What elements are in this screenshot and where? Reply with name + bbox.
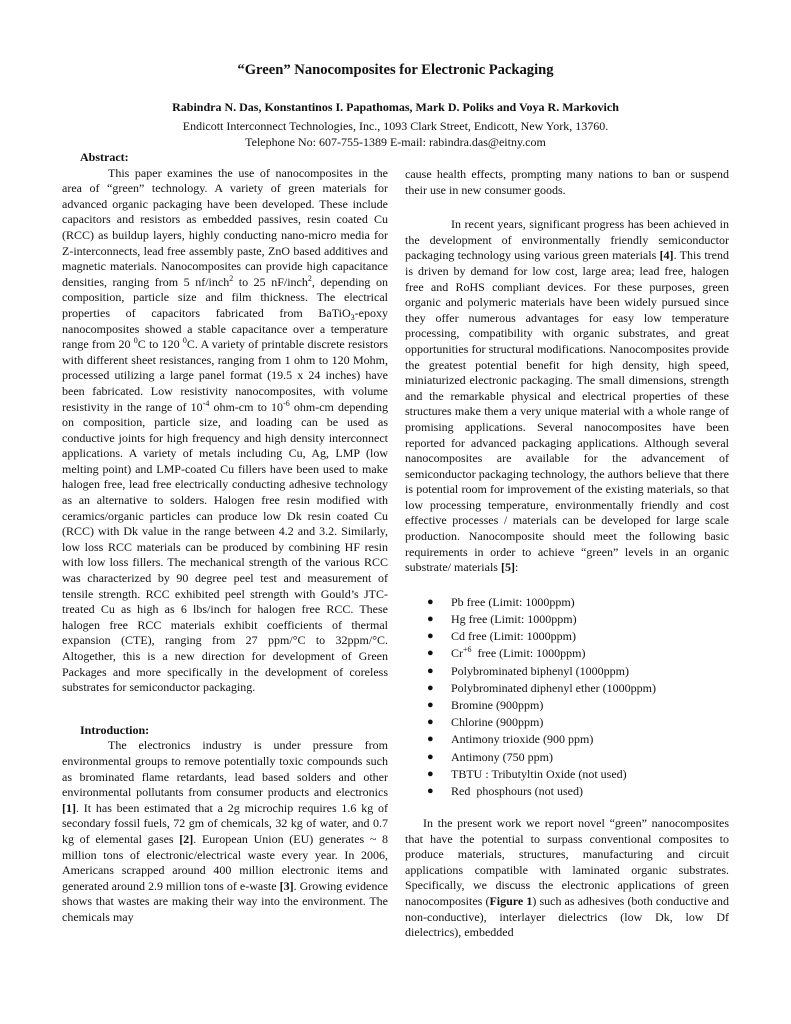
list-item: ● Antimony (750 ppm) — [405, 749, 729, 766]
affiliation-address: Endicott Interconnect Technologies, Inc., 1093 Clark Street, Endicott, New York, 13760. — [182, 119, 609, 133]
list-item: ● Chlorine (900ppm) — [405, 714, 729, 731]
green-criteria-list — [405, 594, 729, 800]
abstract-paragraph: This paper examines the use of nanocomposites in the area of “green” technology. A variety of green materials for advanced organic packaging have been developed. These include capacitors and resistors as embedded passives, resin coated Cu (RCC) as buildup layers, highly conducting nano-micro media for Z-interconnects, lead free assembly paste, ZnO based additives and magnetic materials. Nanocomposites can provide high capacitance densities, ranging from 5 nf/inch$^2$ to 25 nF/inch$^2$, depending on composition, particle size and film thickness. The electrical properties of capacitors fabricated from BaTiO$_3$-epoxy nanocomposites showed a stable capacitance over a temperature range from 20 $^0$C to 120 $^0$C. A variety of printable discrete resistors with different sheet resistances, ranging from 1 ohm to 120 Mohm, processed utilizing a large panel format (19.5 x 24 inches) have been fabricated. Low resistivity nanocomposites, with volume resistivity in the range of $10^{-4}$ ohm-cm to $10^{-6}$ ohm-cm depending on composition, particle size, and loading can be used as conductive joints for high frequency and high density interconnect applications. A variety of metals including Cu, Ag, LMP (low melting point) and LMP-coated Cu fillers have been used to make halogen free, lead free electrically conducting adhesive technology as an alternative to solders. Halogen free resin modified with ceramics/organic particles can produce low Dk resin coated Cu (RCC) with Dk value in the range between 4.2 and 3.2. Similarly, low loss RCC materials can be produced by combining HF resin with low loss fillers. The mechanical strength of the various RCC was characterized by 90 degree peel test and measurement of tensile strength. RCC exhibited peel strength with Gould’s JTC-treated Cu as high as 6 lbs/inch for halogen free RCC. These halogen free RCC materials exhibit coefficients of thermal expansion (CTE), ranging from 27 ppm/°C to 32ppm/°C. Altogether, this is a new direction for development of Green Packages and more specifically in the development of coreless substrates for semiconductor packaging. — [62, 165, 388, 695]
bullet-icon: ● — [427, 647, 434, 660]
list-item: ● Antimony trioxide (900 ppm) — [405, 731, 729, 748]
bullet-icon: ● — [427, 716, 434, 729]
list-item: ● Bromine (900ppm) — [405, 697, 729, 714]
citation-ref: [3] — [279, 878, 294, 893]
bullet-icon: ● — [427, 767, 434, 780]
list-item: ● Polybrominated diphenyl ether (1000ppm) — [405, 680, 729, 697]
left-column — [62, 150, 388, 926]
abstract-heading: Abstract: — [80, 150, 129, 164]
citation-ref: [5] — [500, 560, 515, 575]
bullet-icon: ● — [427, 750, 434, 763]
figure-ref: Figure 1 — [489, 894, 533, 909]
bullet-icon: ● — [427, 664, 434, 677]
citation-ref: [4] — [659, 248, 674, 263]
list-item: ● Polybrominated biphenyl (1000ppm) — [405, 663, 729, 680]
bullet-icon: ● — [427, 698, 434, 711]
list-item: ● Cd free (Limit: 1000ppm) — [405, 628, 729, 645]
introduction-continued: cause health effects, prompting many nations to ban or suspend their use in new consumer goods. — [405, 167, 729, 197]
author-list: Rabindra N. Das, Konstantinos I. Papathomas, Mark D. Poliks and Voya R. Markovich — [172, 100, 619, 114]
paper-title: “Green” Nanocomposites for Electronic Packaging — [237, 62, 554, 78]
list-item: ● Pb free (Limit: 1000ppm) — [405, 594, 729, 611]
recent-years-paragraph: In recent years, significant progress has been achieved in the development of environmentally friendly semiconductor packaging technology using various green materials [4]. This trend is driven by demand for low cost, large area; lead free, halogen free and RoHS compliant devices. For these purposes, green organic and polymeric materials have been widely pursued since they offer numerous advantages for easy low temperature processing, compatibility with organic substrates, and great opportunities for structural modifications. Nanocomposites provide the greatest potential benefit for high density, high speed, miniaturized electronic packaging. The small dimensions, strength and the remarkable physical and electrical properties of these structures make them a very unique material with a whole range of promising applications. Several nanocomposites have been reported for advanced packaging applications. Although several nanocomposites are available for the advancement of semiconductor packaging technology, the authors believe that there is potential room for improvement of the existing materials, so that low processing temperature, environmentally friendly and cost effective processes / materials can be developed for large scale production. Nanocomposite should meet the following basic requirements in order to achieve “green” levels in an organic substrate/ materials [5]: — [405, 217, 729, 575]
bullet-icon: ● — [427, 784, 434, 797]
bullet-icon: ● — [427, 733, 434, 746]
bullet-icon: ● — [427, 681, 434, 694]
introduction-paragraph: The electronics industry is under pressure from environmental groups to remove potentially toxic compounds such as brominated flame retardants, lead based solders and other environmental pollutants from consumer products and electronics [1]. It has been estimated that a 2g microchip requires 1.6 kg of secondary fossil fuels, 72 gm of chemicals, 32 kg of water, and 0.7 kg of elemental gases [2]. European Union (EU) generates ~ 8 million tons of electronic/electrical waste every year. In 2006, Americans scrapped around 400 million electronic items and generated around 2.9 million tons of e-waste [3]. Growing evidence shows that wastes are making their way into the environment. The chemicals may — [62, 738, 389, 924]
present-work-paragraph: In the present work we report novel “green” nanocomposites that have the potential to surpass conventional composites to produce materials, structures, manufacturing and circuit applications compatible with laminated organic substrates. Specifically, we discuss the electronic applications of green nanocomposites (Figure 1) such as adhesives (both conductive and non-conductive), interlayer dielectrics (low Dk, low Df dielectrics), embedded — [405, 816, 729, 940]
list-item: ● TBTU : Tributyltin Oxide (not used) — [405, 766, 729, 783]
list-item: ● Red phosphours (not used) — [405, 783, 729, 800]
list-item: ● Hg free (Limit: 1000ppm) — [405, 611, 729, 628]
bullet-icon: ● — [427, 595, 434, 608]
affiliation-block — [0, 118, 791, 150]
introduction-heading: Introduction: — [80, 722, 150, 737]
right-column — [405, 167, 729, 941]
bullet-icon: ● — [427, 630, 434, 643]
list-item: ● $Cr^{+6}$ free (Limit: 1000ppm) — [405, 645, 729, 662]
citation-ref: [2] — [179, 831, 194, 846]
bullet-icon: ● — [427, 613, 434, 626]
contact-line: Telephone No: 607-755-1389 E-mail: rabindra.das@eitny.com — [245, 135, 546, 149]
citation-ref: [1] — [62, 800, 76, 815]
